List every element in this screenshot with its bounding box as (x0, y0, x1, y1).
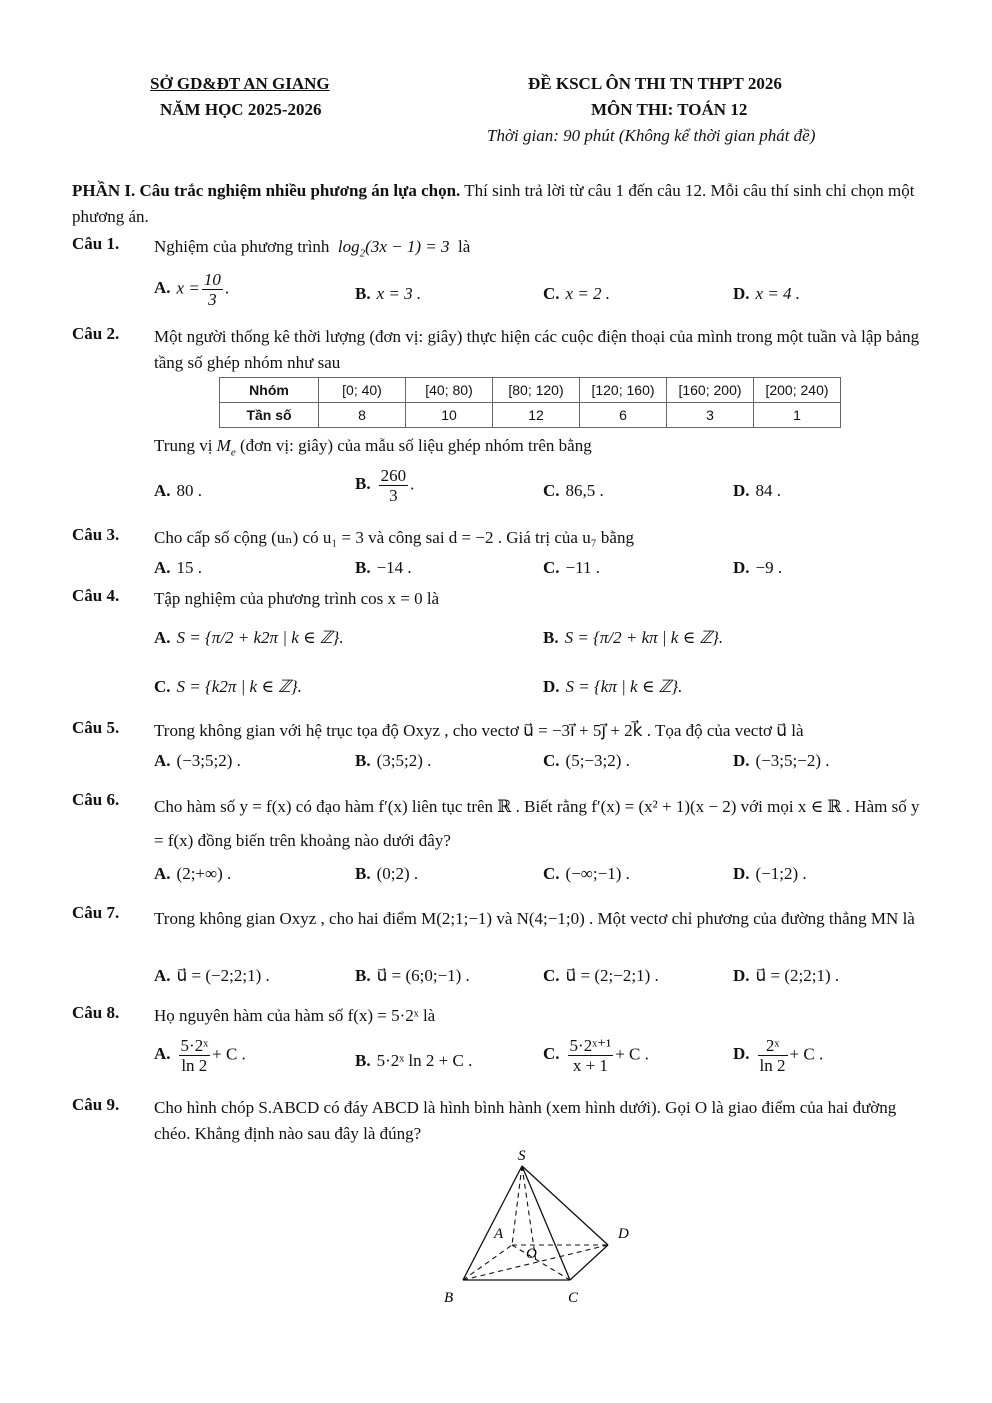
option-text: S = {π/2 + k2π | k ∈ ℤ}. (176, 628, 344, 647)
option-b[interactable] (355, 284, 421, 304)
option-text: + C . (789, 1044, 824, 1064)
table-row (220, 403, 841, 428)
label-B: B (444, 1290, 454, 1306)
question-text-part: Nghiệm của phương trình (154, 237, 330, 256)
option-label: C. (543, 966, 560, 985)
option-label: D. (733, 1044, 750, 1064)
option-b[interactable]: B. $\frac{260}{3}$ . (355, 466, 415, 505)
numerator: 5·2ˣ (180, 1036, 209, 1055)
question-text (154, 234, 922, 266)
label-D: D (618, 1226, 629, 1242)
question-number: Câu 9. (72, 1095, 120, 1114)
table-row (220, 378, 841, 403)
option-label: B. (355, 751, 371, 770)
option-c[interactable] (543, 864, 630, 884)
option-a[interactable] (154, 966, 270, 986)
numerator: 260 (380, 466, 407, 485)
option-text: x = (176, 278, 200, 298)
question-number: Câu 6. (72, 790, 120, 809)
option-label: A. (154, 751, 171, 770)
question-text: Trong không gian với hệ trục tọa độ Oxyz , cho vectơ u⃗ = −3i⃗ + 5j⃗ + 2k⃗ . Tọa độ của vectơ u⃗ là (154, 721, 804, 740)
option-text: x = 4 . (755, 284, 801, 303)
question-text: Trong không gian Oxyz , cho hai điểm M(2;1;−1) và N(4;−1;0) . Một vectơ chỉ phương của đường thẳng MN là (154, 909, 915, 928)
option-a[interactable] (154, 558, 202, 578)
question-text: Cho cấp số cộng (uₙ) có u₁ = 3 và công sai d = −2 . Giá trị của u₇ bằng (154, 528, 634, 547)
denominator: 3 (389, 486, 398, 505)
option-text: x = 2 . (565, 284, 611, 303)
option-a[interactable]: A. x = $\frac{10}{3}$ . (154, 270, 230, 309)
question-text: Một người thống kê thời lượng (đơn vị: giây) thực hiện các cuộc điện thoại của mình trong một tuần và lập bảng tầng số ghép nhóm như sau (154, 327, 920, 372)
option-a[interactable] (154, 864, 231, 884)
question-number: Câu 8. (72, 1003, 120, 1022)
question-text: Tập nghiệm của phương trình cos x = 0 là (154, 589, 440, 608)
question-number: Câu 2. (72, 324, 120, 343)
table-cell: [200; 240) (754, 378, 841, 403)
option-text: S = {kπ | k ∈ ℤ}. (565, 677, 683, 696)
option-text: (2;+∞) . (176, 864, 232, 883)
question-text-part: (đơn vị: giây) của mẫu số liệu ghép nhóm trên bằng (239, 436, 592, 455)
question-text: Cho hàm số y = f(x) có đạo hàm f′(x) liên tục trên ℝ . Biết rằng f′(x) = (x² + 1)(x − 2) với mọi x ∈ ℝ . Hàm số y = f(x) đồng biến trên khoảng nào dưới đây? (154, 797, 920, 850)
diagonal-AC (512, 1245, 570, 1280)
option-d[interactable] (733, 481, 781, 501)
option-b[interactable] (543, 628, 723, 648)
numerator: 10 (203, 270, 221, 289)
table-cell: 8 (319, 403, 406, 428)
label-O: O (526, 1246, 537, 1262)
edge-SB (463, 1166, 522, 1280)
option-text: −11 . (565, 558, 600, 577)
option-label: C. (543, 481, 560, 500)
option-text: (3;5;2) . (376, 751, 432, 770)
option-text: u⃗ = (6;0;−1) . (376, 966, 470, 985)
label-S: S (518, 1148, 526, 1164)
question-text: Cho hình chóp S.ABCD có đáy ABCD là hình bình hành (xem hình dưới). Gọi O là giao điểm của hai đường chéo. Khẳng định nào sau đây là đúng? (154, 1098, 897, 1143)
table-cell: [40; 80) (406, 378, 493, 403)
option-label: B. (355, 864, 371, 883)
option-d[interactable] (543, 677, 682, 697)
fraction (202, 270, 223, 309)
edge-AB (463, 1245, 512, 1280)
option-text: S = {k2π | k ∈ ℤ}. (176, 677, 302, 696)
option-text: (0;2) . (376, 864, 419, 883)
option-text: 5·2ˣ ln 2 + C . (376, 1051, 473, 1070)
denominator: ln 2 (759, 1056, 786, 1075)
table-cell: [120; 160) (580, 378, 667, 403)
option-b[interactable] (355, 558, 412, 578)
option-label: B. (355, 558, 371, 577)
option-text: 86,5 . (565, 481, 604, 500)
option-c[interactable] (543, 558, 600, 578)
table-cell: 6 (580, 403, 667, 428)
option-text: (−∞;−1) . (565, 864, 630, 883)
option-text: 84 . (755, 481, 782, 500)
row-header: Tần số (220, 403, 319, 428)
option-label: B. (355, 1051, 371, 1070)
numerator: 2ˣ (758, 1036, 788, 1056)
option-text: (−1;2) . (755, 864, 807, 883)
section-title: PHẦN I. Câu trắc nghiệm nhiều phương án lựa chọn. (72, 181, 461, 200)
option-label: C. (543, 284, 560, 303)
option-text: −9 . (755, 558, 783, 577)
table-cell: [160; 200) (667, 378, 754, 403)
symbol: $M_e$ (216, 436, 236, 459)
option-label: D. (733, 966, 750, 985)
option-text: 15 . (176, 558, 203, 577)
option-label: D. (733, 481, 750, 500)
option-text: (−3;5;2) . (176, 751, 241, 770)
table-cell: 12 (493, 403, 580, 428)
option-label: B. (355, 966, 371, 985)
fraction (179, 1036, 211, 1075)
school-year: NĂM HỌC 2025-2026 (160, 100, 322, 119)
label-C: C (568, 1290, 579, 1306)
label-A: A (494, 1226, 504, 1242)
option-b[interactable] (355, 864, 418, 884)
option-d[interactable] (733, 864, 807, 884)
section-intro (72, 178, 922, 230)
question-text (154, 433, 922, 465)
option-c[interactable] (543, 284, 610, 304)
option-label: C. (543, 864, 560, 883)
table-cell: 1 (754, 403, 841, 428)
option-d[interactable] (733, 558, 782, 578)
option-text: u⃗ = (2;2;1) . (755, 966, 840, 985)
equation: $\log_2(3x - 1) = 3$ (333, 237, 454, 260)
option-label: B. (355, 474, 371, 494)
option-text: S = {π/2 + kπ | k ∈ ℤ}. (564, 628, 724, 647)
option-text: u⃗ = (2;−2;1) . (565, 966, 659, 985)
option-label: A. (154, 864, 171, 883)
option-label: D. (733, 864, 750, 883)
option-a[interactable] (154, 481, 202, 501)
table-cell: [80; 120) (493, 378, 580, 403)
question-text-part: Trung vị (154, 436, 213, 455)
option-c[interactable] (543, 481, 604, 501)
option-label: D. (543, 677, 560, 696)
option-text: + C . (212, 1044, 246, 1064)
option-d[interactable] (733, 966, 839, 986)
option-c[interactable] (543, 966, 659, 986)
question-number: Câu 1. (72, 234, 120, 253)
option-b[interactable] (355, 751, 431, 771)
option-b[interactable] (355, 966, 470, 986)
fraction (568, 1036, 614, 1075)
option-c[interactable] (154, 677, 302, 697)
option-a[interactable] (154, 751, 241, 771)
option-label: C. (543, 751, 560, 770)
edge-SC (522, 1166, 570, 1280)
question-number: Câu 3. (72, 525, 120, 544)
option-d[interactable] (733, 751, 829, 771)
exam-subject: MÔN THI: TOÁN 12 (591, 100, 748, 119)
option-text: 80 . (176, 481, 203, 500)
fraction (379, 466, 409, 505)
option-label: A. (154, 966, 171, 985)
option-text: x = 3 . (376, 284, 422, 303)
option-label: A. (154, 278, 171, 298)
option-label: D. (733, 751, 750, 770)
edge-SD (522, 1166, 608, 1245)
option-label: C. (543, 558, 560, 577)
denominator: x + 1 (572, 1056, 608, 1075)
fraction (758, 1036, 788, 1075)
denominator: 3 (208, 290, 217, 309)
question-text: Họ nguyên hàm của hàm số f(x) = 5·2ˣ là (154, 1006, 436, 1025)
pyramid-figure (430, 1140, 650, 1315)
table-cell: 3 (667, 403, 754, 428)
row-header: Nhóm (220, 378, 319, 403)
option-label: D. (733, 558, 750, 577)
denominator: ln 2 (181, 1056, 208, 1075)
option-label: A. (154, 628, 171, 647)
option-label: C. (543, 1044, 560, 1064)
option-d[interactable] (733, 1036, 823, 1075)
option-b[interactable] (355, 1051, 472, 1071)
frequency-table (219, 377, 841, 428)
option-text: + C . (615, 1044, 649, 1064)
question-number: Câu 4. (72, 586, 120, 605)
option-c[interactable] (543, 1036, 649, 1075)
edge-CD (570, 1245, 608, 1280)
edge-SA (512, 1166, 522, 1245)
option-label: A. (154, 481, 171, 500)
section-desc: Thí sinh trả lời từ câu 1 đến câu 12. Mỗi câu thí sinh chỉ chọn một phương án. (72, 181, 915, 226)
option-label: A. (154, 558, 171, 577)
option-d[interactable] (733, 284, 800, 304)
table-cell: 10 (406, 403, 493, 428)
option-text: u⃗ = (−2;2;1) . (176, 966, 270, 985)
table-cell: [0; 40) (319, 378, 406, 403)
option-label: D. (733, 284, 750, 303)
option-label: C. (154, 677, 171, 696)
exam-duration: Thời gian: 90 phút (Không kể thời gian phát đề) (487, 126, 816, 145)
option-text: −14 . (376, 558, 412, 577)
school-name: SỞ GD&ĐT AN GIANG (150, 74, 330, 93)
exam-title: ĐỀ KSCL ÔN THI TN THPT 2026 (528, 74, 782, 93)
option-label: A. (154, 1044, 171, 1064)
option-a[interactable] (154, 628, 344, 648)
numerator: 5·2ˣ⁺¹ (569, 1036, 612, 1055)
question-number: Câu 5. (72, 718, 120, 737)
question-number: Câu 7. (72, 903, 120, 922)
question-text-part: là (457, 237, 471, 256)
option-a[interactable] (154, 1036, 246, 1075)
option-label: B. (355, 284, 371, 303)
option-text: (−3;5;−2) . (755, 751, 830, 770)
option-c[interactable] (543, 751, 630, 771)
option-label: B. (543, 628, 559, 647)
option-text: (5;−3;2) . (565, 751, 630, 770)
